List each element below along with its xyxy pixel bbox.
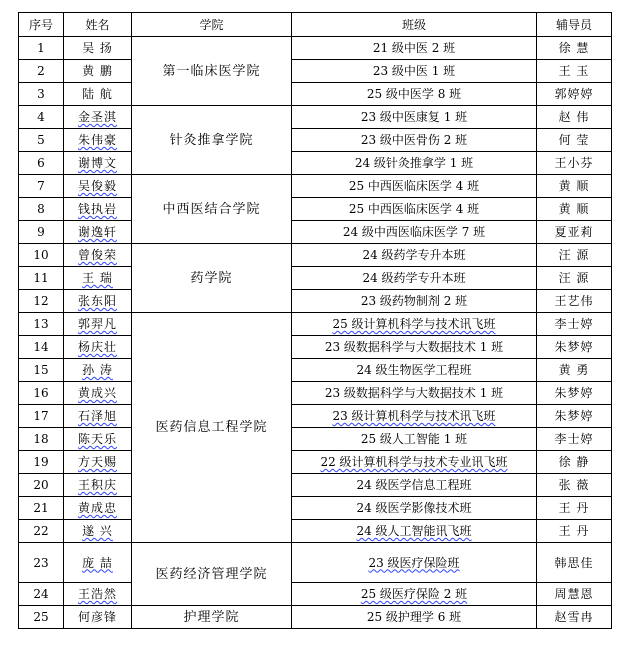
cell-advisor	[537, 244, 612, 267]
cell-class-text: 25 级计算机科学与技术讯飞班	[332, 317, 496, 331]
cell-name-text: 谢博文	[77, 156, 117, 170]
cell-name-text: 黄成兴	[77, 386, 117, 400]
cell-class	[292, 606, 537, 629]
cell-advisor	[537, 405, 612, 428]
cell-advisor	[537, 428, 612, 451]
cell-advisor-text: 黄 顺	[558, 202, 590, 216]
cell-class	[292, 543, 537, 583]
table-row	[19, 106, 612, 129]
cell-no-text: 17	[33, 409, 49, 423]
cell-class	[292, 359, 537, 382]
cell-no-text: 24	[33, 587, 49, 601]
cell-name	[64, 221, 132, 244]
cell-no-text: 21	[33, 501, 49, 515]
cell-college	[132, 106, 292, 175]
cell-name	[64, 451, 132, 474]
cell-name-text: 何彦锋	[77, 610, 117, 624]
cell-name	[64, 606, 132, 629]
cell-advisor-text: 朱梦婷	[554, 340, 594, 354]
cell-advisor	[537, 37, 612, 60]
cell-class	[292, 313, 537, 336]
cell-class	[292, 520, 537, 543]
header-advisor: 辅导员	[537, 13, 612, 37]
cell-college-text: 医药信息工程学院	[155, 420, 268, 435]
cell-advisor-text: 李士婷	[554, 432, 594, 446]
cell-no-text: 10	[33, 248, 49, 262]
cell-class	[292, 290, 537, 313]
cell-class-text: 24 级人工智能讯飞班	[356, 524, 472, 538]
cell-class	[292, 428, 537, 451]
cell-class	[292, 106, 537, 129]
cell-name-text: 陈天乐	[77, 432, 117, 446]
cell-no	[19, 175, 64, 198]
cell-class-text: 23 级中医康复 1 班	[360, 110, 468, 124]
cell-college-text: 医药经济管理学院	[155, 566, 268, 582]
table-row	[19, 583, 612, 606]
cell-name	[64, 583, 132, 606]
cell-name-text: 石泽旭	[77, 409, 117, 423]
cell-advisor	[537, 152, 612, 175]
cell-no	[19, 152, 64, 175]
cell-class	[292, 244, 537, 267]
cell-no-text: 16	[33, 386, 49, 400]
cell-no	[19, 382, 64, 405]
cell-advisor	[537, 543, 612, 583]
cell-class-text: 24 级药学专升本班	[362, 248, 466, 262]
cell-class-text: 24 级针灸推拿学 1 班	[354, 156, 474, 170]
cell-advisor-text: 王 丹	[558, 524, 590, 538]
table-row	[19, 290, 612, 313]
cell-college-text: 药学院	[190, 270, 233, 286]
cell-name	[64, 543, 132, 583]
cell-advisor-text: 朱梦婷	[554, 386, 594, 400]
cell-no	[19, 244, 64, 267]
cell-class-text: 23 级计算机科学与技术讯飞班	[332, 409, 496, 423]
cell-class	[292, 583, 537, 606]
cell-advisor-text: 王小芬	[554, 156, 594, 170]
cell-class	[292, 152, 537, 175]
table-row	[19, 313, 612, 336]
cell-class-text: 21 级中医 2 班	[372, 41, 456, 55]
cell-no	[19, 474, 64, 497]
cell-name-text: 吴俊毅	[77, 179, 117, 193]
cell-advisor-text: 郭婷婷	[554, 87, 594, 101]
cell-name-text: 王积庆	[77, 478, 117, 492]
cell-no-text: 5	[37, 133, 45, 147]
cell-advisor	[537, 267, 612, 290]
cell-advisor-text: 赵雪冉	[554, 610, 594, 624]
cell-no	[19, 267, 64, 290]
table-row	[19, 428, 612, 451]
cell-name-text: 王 瑞	[82, 271, 113, 285]
cell-college-text: 针灸推拿学院	[169, 132, 254, 148]
cell-name-text: 黄成忠	[77, 501, 117, 515]
cell-class	[292, 382, 537, 405]
table-row	[19, 359, 612, 382]
cell-advisor	[537, 106, 612, 129]
cell-advisor-text: 汪 源	[558, 271, 590, 285]
cell-class-text: 25 级护理学 6 班	[366, 610, 462, 624]
table-row	[19, 129, 612, 152]
cell-advisor-text: 黄 顺	[558, 179, 590, 193]
cell-college-text: 第一临床医学院	[162, 63, 261, 79]
cell-advisor	[537, 606, 612, 629]
cell-no-text: 15	[33, 363, 49, 377]
cell-name	[64, 106, 132, 129]
cell-college	[132, 543, 292, 606]
table-row	[19, 83, 612, 106]
cell-name	[64, 359, 132, 382]
cell-no-text: 2	[37, 64, 45, 78]
cell-class	[292, 336, 537, 359]
cell-name-text: 黄 鹏	[82, 64, 113, 78]
cell-advisor	[537, 221, 612, 244]
cell-advisor	[537, 520, 612, 543]
table-row	[19, 152, 612, 175]
cell-no	[19, 497, 64, 520]
cell-name-text: 孙 涛	[82, 363, 113, 377]
cell-no	[19, 83, 64, 106]
cell-name-text: 曾俊荣	[77, 248, 117, 262]
cell-class-text: 24 级医学影像技术班	[356, 501, 472, 515]
table-row	[19, 244, 612, 267]
table-row	[19, 267, 612, 290]
table-row	[19, 606, 612, 629]
cell-class-text: 23 级中医 1 班	[372, 64, 456, 78]
cell-class	[292, 497, 537, 520]
cell-no-text: 7	[37, 179, 45, 193]
table-row	[19, 336, 612, 359]
header-class: 班级	[292, 13, 537, 37]
cell-class-text: 24 级中西医临床医学 7 班	[342, 225, 486, 239]
cell-no-text: 8	[37, 202, 45, 216]
cell-no	[19, 583, 64, 606]
cell-advisor-text: 李士婷	[554, 317, 594, 331]
cell-advisor-text: 王 丹	[558, 501, 590, 515]
table-row	[19, 198, 612, 221]
cell-name	[64, 497, 132, 520]
cell-name-text: 朱伟豪	[77, 133, 117, 147]
cell-college	[132, 606, 292, 629]
cell-advisor-text: 张 薇	[558, 478, 590, 492]
cell-no	[19, 520, 64, 543]
cell-name-text: 郭羿凡	[77, 317, 117, 331]
cell-name	[64, 290, 132, 313]
cell-no-text: 14	[33, 340, 49, 354]
cell-name-text: 遂 兴	[82, 524, 113, 538]
cell-advisor	[537, 474, 612, 497]
cell-name-text: 王浩然	[77, 587, 117, 601]
cell-class	[292, 60, 537, 83]
cell-college-text: 中西医结合学院	[162, 201, 261, 217]
cell-no	[19, 451, 64, 474]
cell-class-text: 23 级医疗保险班	[368, 555, 460, 570]
cell-name-text: 张东阳	[77, 294, 117, 308]
cell-no	[19, 543, 64, 583]
cell-no-text: 1	[37, 41, 45, 55]
cell-advisor	[537, 83, 612, 106]
cell-advisor	[537, 175, 612, 198]
cell-name	[64, 83, 132, 106]
cell-no	[19, 359, 64, 382]
cell-name-text: 陆 航	[82, 87, 113, 101]
cell-name	[64, 405, 132, 428]
cell-no	[19, 428, 64, 451]
cell-class	[292, 451, 537, 474]
cell-name-text: 方天赐	[77, 455, 117, 469]
cell-name	[64, 428, 132, 451]
cell-class	[292, 474, 537, 497]
cell-advisor-text: 王 玉	[558, 64, 590, 78]
header-no: 序号	[19, 13, 64, 37]
cell-name-text: 谢逸轩	[77, 225, 117, 239]
cell-name-text: 金圣淇	[77, 110, 117, 124]
cell-advisor-text: 夏亚莉	[554, 225, 594, 239]
cell-advisor	[537, 359, 612, 382]
cell-class	[292, 175, 537, 198]
cell-class-text: 25 级中医学 8 班	[366, 87, 462, 101]
cell-name	[64, 37, 132, 60]
cell-no	[19, 198, 64, 221]
document-page	[18, 12, 611, 629]
cell-name	[64, 520, 132, 543]
cell-advisor	[537, 382, 612, 405]
table-row	[19, 382, 612, 405]
cell-no	[19, 606, 64, 629]
table-row	[19, 543, 612, 583]
table-row	[19, 497, 612, 520]
cell-class-text: 22 级计算机科学与技术专业讯飞班	[320, 455, 508, 469]
cell-name	[64, 313, 132, 336]
cell-advisor-text: 黄 勇	[558, 363, 590, 377]
header-name: 姓名	[64, 13, 132, 37]
table-row	[19, 175, 612, 198]
cell-name	[64, 336, 132, 359]
cell-name	[64, 267, 132, 290]
cell-advisor	[537, 497, 612, 520]
cell-no-text: 25	[33, 610, 49, 624]
cell-class	[292, 221, 537, 244]
cell-advisor-text: 徐 慧	[558, 41, 590, 55]
cell-advisor	[537, 451, 612, 474]
cell-advisor-text: 韩思佳	[554, 555, 594, 570]
header-row	[19, 13, 612, 37]
cell-college	[132, 37, 292, 106]
cell-class-text: 25 中西医临床医学 4 班	[348, 202, 480, 216]
cell-no	[19, 313, 64, 336]
cell-class-text: 25 级人工智能 1 班	[360, 432, 468, 446]
cell-class	[292, 405, 537, 428]
cell-no-text: 4	[37, 110, 45, 124]
cell-class-text: 25 中西医临床医学 4 班	[348, 179, 480, 193]
cell-name-text: 杨庆壮	[77, 340, 117, 354]
table-row	[19, 221, 612, 244]
cell-no-text: 12	[33, 294, 49, 308]
cell-no	[19, 37, 64, 60]
cell-college	[132, 175, 292, 244]
table-row	[19, 60, 612, 83]
cell-no-text: 18	[33, 432, 49, 446]
cell-class-text: 23 级中医骨伤 2 班	[360, 133, 468, 147]
cell-college	[132, 244, 292, 313]
cell-name	[64, 129, 132, 152]
cell-class-text: 24 级医学信息工程班	[356, 478, 472, 492]
cell-advisor	[537, 313, 612, 336]
cell-class	[292, 83, 537, 106]
cell-class	[292, 198, 537, 221]
cell-advisor	[537, 290, 612, 313]
table-row	[19, 37, 612, 60]
cell-class-text: 25 级医疗保险 2 班	[360, 587, 468, 601]
cell-advisor-text: 王艺伟	[554, 294, 594, 308]
cell-no	[19, 290, 64, 313]
cell-advisor-text: 何 莹	[558, 133, 590, 147]
table-row	[19, 520, 612, 543]
cell-no-text: 9	[37, 225, 45, 239]
cell-name	[64, 198, 132, 221]
cell-no-text: 3	[37, 87, 45, 101]
table-row	[19, 405, 612, 428]
cell-advisor-text: 周慧恩	[554, 587, 594, 601]
cell-name	[64, 474, 132, 497]
cell-class-text: 23 级数据科学与大数据技术 1 班	[324, 386, 504, 400]
cell-name	[64, 152, 132, 175]
cell-no	[19, 60, 64, 83]
cell-name-text: 庞 喆	[82, 555, 113, 570]
cell-no-text: 20	[33, 478, 49, 492]
cell-no-text: 11	[33, 271, 49, 285]
student-table	[18, 12, 612, 629]
cell-no	[19, 106, 64, 129]
cell-advisor	[537, 583, 612, 606]
cell-no-text: 19	[33, 455, 49, 469]
cell-advisor-text: 赵 伟	[558, 110, 590, 124]
cell-no-text: 13	[33, 317, 49, 331]
table-row	[19, 474, 612, 497]
cell-no-text: 22	[33, 524, 49, 538]
cell-class-text: 24 级药学专升本班	[362, 271, 466, 285]
header-college: 学院	[132, 13, 292, 37]
cell-class-text: 24 级生物医学工程班	[356, 363, 472, 377]
cell-no	[19, 336, 64, 359]
cell-advisor-text: 朱梦婷	[554, 409, 594, 423]
cell-college	[132, 313, 292, 543]
cell-class-text: 23 级药物制剂 2 班	[360, 294, 468, 308]
cell-no-text: 23	[33, 555, 49, 570]
cell-name-text: 吴 扬	[82, 41, 113, 55]
cell-name	[64, 175, 132, 198]
cell-advisor	[537, 129, 612, 152]
cell-advisor	[537, 198, 612, 221]
cell-name	[64, 60, 132, 83]
cell-advisor-text: 汪 源	[558, 248, 590, 262]
cell-advisor-text: 徐 静	[558, 455, 590, 469]
cell-college-text: 护理学院	[183, 609, 240, 625]
cell-class	[292, 129, 537, 152]
cell-no	[19, 129, 64, 152]
cell-name-text: 钱执岩	[77, 202, 117, 216]
cell-no	[19, 405, 64, 428]
cell-class-text: 23 级数据科学与大数据技术 1 班	[324, 340, 504, 354]
cell-class	[292, 37, 537, 60]
cell-name	[64, 382, 132, 405]
cell-advisor	[537, 336, 612, 359]
table-row	[19, 451, 612, 474]
cell-name	[64, 244, 132, 267]
table-body	[19, 37, 612, 629]
cell-no-text: 6	[37, 156, 45, 170]
cell-no	[19, 221, 64, 244]
cell-advisor	[537, 60, 612, 83]
cell-class	[292, 267, 537, 290]
